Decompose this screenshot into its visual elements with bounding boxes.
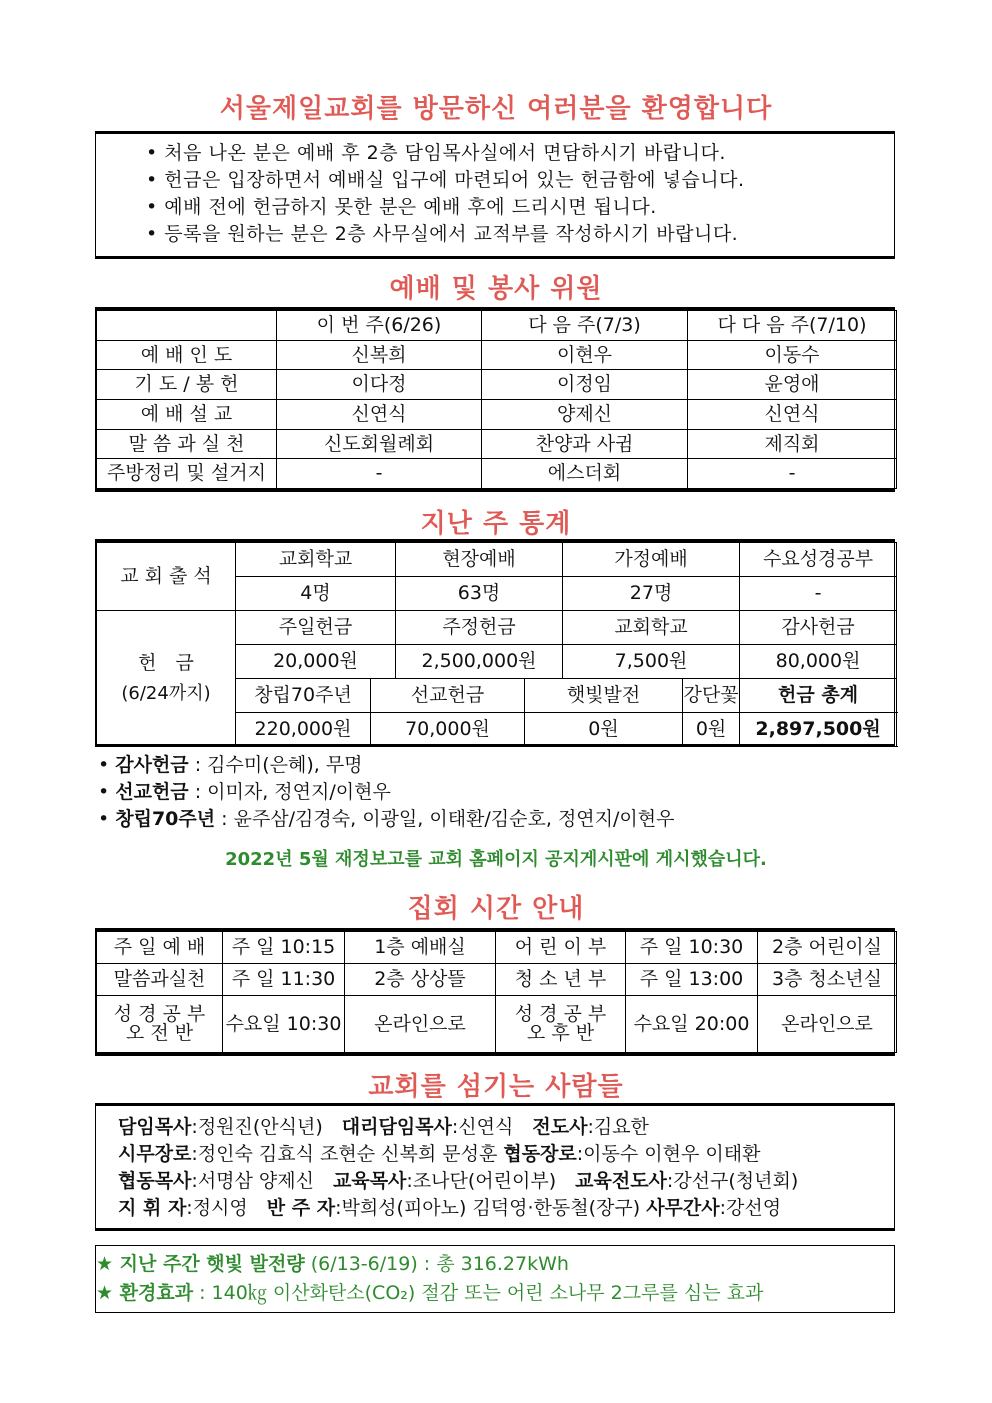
offering-label-cell [97,611,236,747]
stats-table [96,542,897,747]
offering-header: 창립70주년 [236,679,371,713]
meeting-time: 주 일 10:15 [223,932,345,964]
note-label: 선교헌금 [115,781,189,803]
offering-total-value: 2,897,500원 [740,713,897,747]
staff-names: :박희성(피아노) 김덕영·한동철(장구) [335,1197,647,1219]
offering-value: 0원 [525,713,683,747]
note-text: : 윤주삼/김경숙, 이광일, 이태환/김순호, 정연지/이현우 [215,808,675,830]
finance-notice: 2022년 5월 재정보고를 교회 홈페이지 공지게시판에 게시했습니다. [225,849,767,870]
note-text: : 이미자, 정연지/이현우 [188,781,391,803]
offering-value: 2,500,000원 [396,645,563,679]
offering-header: 주정헌금 [396,611,563,645]
service-title: 예배 및 봉사 위원 [389,274,603,304]
service-cell: 에스더회 [482,459,688,489]
attendance-value: 27명 [563,577,740,611]
attendance-value: 63명 [396,577,563,611]
meetings-title: 집회 시간 안내 [407,894,585,924]
service-role: 주방정리 및 설거지 [97,459,277,489]
service-cell: 양제신 [482,399,688,429]
attendance-value: - [740,577,897,611]
meeting-name: 성 경 공 부 오 전 반 [97,995,223,1052]
service-header: 이 번 주(6/26) [277,311,482,341]
service-role: 기 도 / 봉 헌 [97,370,277,400]
attendance-label: 교 회 출 석 [97,543,236,611]
service-cell: 신연식 [277,399,482,429]
meeting-place: 1층 예배실 [345,932,496,964]
welcome-bullet: • 예배 전에 헌금하지 못한 분은 예배 후에 드리시면 됩니다. [146,194,894,221]
staff-names: :정시영 [186,1197,267,1219]
meeting-name: 말씀과실천 [97,963,223,995]
solar-text: : 140㎏ 이산화탄소(CO₂) 절감 또는 어린 소나무 2그루를 심는 효과 [193,1282,764,1304]
service-role: 예 배 설 교 [97,399,277,429]
note-text: : 김수미(은혜), 무명 [188,754,363,776]
service-role: 예 배 인 도 [97,340,277,370]
service-header [97,311,277,341]
welcome-box [95,131,895,259]
meeting-place: 온라인으로 [758,995,897,1052]
service-cell: 윤영애 [688,370,897,400]
staff-names: :정인숙 김효식 조현순 신복희 문성훈 [191,1143,504,1165]
staff-names: :이동수 이현우 이태환 [576,1143,761,1165]
meetings-table [96,931,897,1053]
meeting-place: 2층 상상뜰 [345,963,496,995]
meeting-name: 성 경 공 부 오 후 반 [496,995,626,1052]
service-cell: 신복희 [277,340,482,370]
offering-total-header: 헌금 총계 [740,679,897,713]
stats-title: 지난 주 통계 [420,509,572,539]
welcome-bullet: • 등록을 원하는 분은 2층 사무실에서 교적부를 작성하시기 바랍니다. [146,221,894,248]
service-cell: - [688,459,897,489]
staff-role: 지 휘 자 [118,1197,187,1219]
staff-names: :서명삼 양제신 [191,1170,333,1192]
service-header: 다 다 음 주(7/10) [688,311,897,341]
meeting-place: 온라인으로 [345,995,496,1052]
service-table-box [95,307,895,492]
offering-value: 7,500원 [563,645,740,679]
staff-line [118,1114,894,1141]
attendance-header: 수요성경공부 [740,543,897,577]
meeting-name: 주 일 예 배 [97,932,223,964]
solar-line [96,1279,894,1308]
solar-box [95,1245,895,1313]
staff-names: :조나단(어린이부) [406,1170,576,1192]
service-cell: 이현우 [482,340,688,370]
staff-role: 담임목사 [118,1116,192,1138]
service-header: 다 음 주(7/3) [482,311,688,341]
staff-role: 대리담임목사 [341,1116,452,1138]
staff-line [118,1141,894,1168]
note-line: • 선교헌금 : 이미자, 정연지/이현우 [98,781,391,803]
attendance-value: 4명 [236,577,396,611]
staff-role: 전도사 [532,1116,588,1138]
offering-header: 주일헌금 [236,611,396,645]
staff-box [95,1103,895,1231]
staff-role: 사무간사 [646,1197,720,1219]
attendance-header: 교회학교 [236,543,396,577]
staff-role: 시무장로 [118,1143,192,1165]
solar-label: ★ 지난 주간 햇빛 발전량 [96,1253,305,1275]
staff-role: 교육목사 [333,1170,407,1192]
meeting-place: 3층 청소년실 [758,963,897,995]
service-cell: 이정임 [482,370,688,400]
offering-header: 선교헌금 [371,679,525,713]
offering-value: 220,000원 [236,713,371,747]
stats-table-box [95,539,895,747]
service-cell: 신연식 [688,399,897,429]
welcome-title: 서울제일교회를 방문하신 여러분을 환영합니다 [219,94,773,124]
staff-names: :강선영 [719,1197,782,1219]
staff-names: :강선구(청년회) [666,1170,799,1192]
note-label: 감사헌금 [115,754,189,776]
note-line: • 창립70주년 : 윤주삼/김경숙, 이광일, 이태환/김순호, 정연지/이현우 [98,808,675,830]
meeting-place: 2층 어린이실 [758,932,897,964]
meeting-time: 수요일 20:00 [626,995,758,1052]
solar-text: (6/13-6/19) : 총 316.27kWh [304,1253,569,1275]
offering-notes [98,752,674,833]
welcome-bullet: • 헌금은 입장하면서 예배실 입구에 마련되어 있는 헌금함에 넣습니다. [146,167,894,194]
welcome-bullets [96,134,894,248]
attendance-header: 현장예배 [396,543,563,577]
meeting-time: 수요일 10:30 [223,995,345,1052]
offering-value: 70,000원 [371,713,525,747]
solar-label: ★ 환경효과 [96,1282,194,1304]
offering-period: (6/24까지) [121,683,211,705]
service-cell: 신도회월례회 [277,429,482,459]
service-cell: 이동수 [688,340,897,370]
staff-title: 교회를 섬기는 사람들 [368,1072,624,1102]
staff-role: 협동목사 [118,1170,192,1192]
offering-value: 20,000원 [236,645,396,679]
service-cell: 찬양과 사귐 [482,429,688,459]
service-table [96,310,897,489]
attendance-header: 가정예배 [563,543,740,577]
note-line: • 감사헌금 : 김수미(은혜), 무명 [98,754,363,776]
meeting-time: 주 일 10:30 [626,932,758,964]
service-cell: 이다정 [277,370,482,400]
service-role: 말 씀 과 실 천 [97,429,277,459]
staff-names: :신연식 [451,1116,533,1138]
staff-line [118,1168,894,1195]
meeting-name: 어 린 이 부 [496,932,626,964]
offering-header: 교회학교 [563,611,740,645]
service-cell: - [277,459,482,489]
service-cell: 제직회 [688,429,897,459]
meeting-time: 주 일 13:00 [626,963,758,995]
offering-header: 강단꽃 [683,679,740,713]
staff-role: 협동장로 [503,1143,577,1165]
offering-header: 감사헌금 [740,611,897,645]
welcome-bullet: • 처음 나온 분은 예배 후 2층 담임목사실에서 면담하시기 바랍니다. [146,140,894,167]
staff-names: :김요한 [587,1116,649,1138]
meetings-table-box [95,928,895,1056]
meeting-time: 주 일 11:30 [223,963,345,995]
note-label: 창립70주년 [115,808,216,830]
offering-header: 햇빛발전 [525,679,683,713]
staff-names: :정원진(안식년) [191,1116,342,1138]
solar-line [96,1250,894,1279]
meeting-name: 청 소 년 부 [496,963,626,995]
offering-value: 0원 [683,713,740,747]
staff-line [118,1195,894,1222]
offering-value: 80,000원 [740,645,897,679]
staff-role: 반 주 자 [266,1197,336,1219]
offering-label: 헌 금 [138,652,194,675]
staff-role: 교육전도사 [575,1170,667,1192]
